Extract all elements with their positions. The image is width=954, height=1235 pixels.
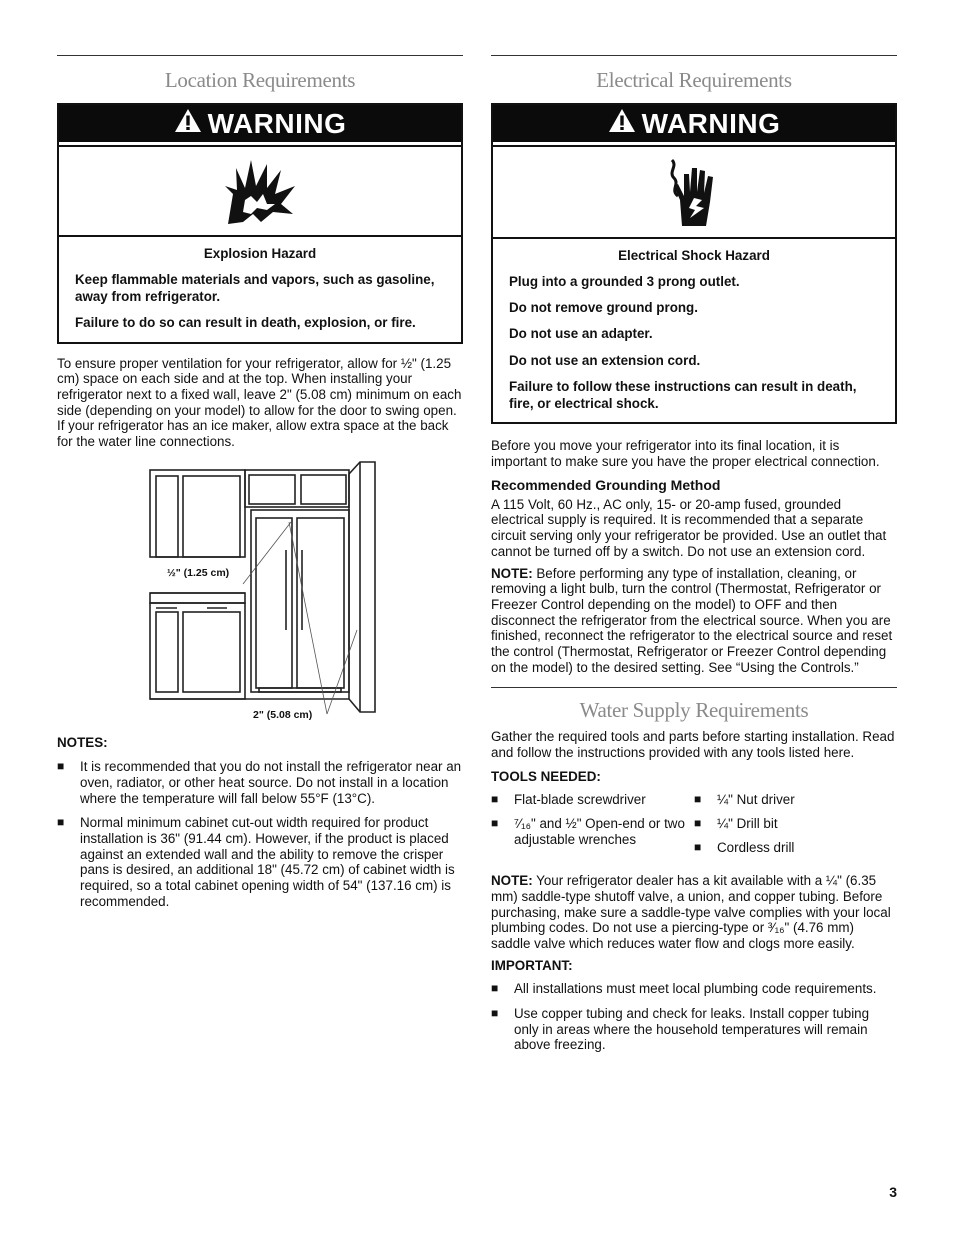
warning-header [59, 105, 461, 142]
tools-column-2 [694, 792, 897, 863]
section-rule [491, 687, 897, 688]
water-intro: Gather the required tools and parts before starting installation. Read and follow the instructions provided with any tools listed here. [491, 729, 895, 760]
water-note: NOTE: Your refrigerator dealer has a kit available with a ¼" (6.35 mm) saddle-type shutoff valve, a union, and copper tubing. Before purchasing, make sure a saddle-type valve complies with your local plumbing codes. Do not use a piercing-type or ³⁄₁₆" (4.76 mm) saddle valve which reduces water flow and clogs more easily. [491, 873, 891, 951]
important-label: IMPORTANT: [491, 957, 573, 973]
tools-list [491, 792, 897, 863]
list-item: ■ Flat-blade screwdriver [491, 792, 646, 808]
warning-header-text: WARNING [641, 108, 781, 139]
square-bullet-icon: ■ [694, 792, 702, 807]
explosion-icon [59, 145, 461, 237]
ventilation-paragraph: To ensure proper ventilation for your refrigerator, allow for ½" (1.25 cm) space on each side and at the top. When installing your refrigerator next to a fixed wall, leave 2" (5.08 cm) minimum on each side (depending on your model) to allow for the door to swing open. If your refrigerator has an ice maker, allow extra space at the back for the water line connections. [57, 355, 462, 449]
hazard-title: Electrical Shock Hazard [618, 248, 770, 263]
warning-line: Do not use an adapter. [509, 326, 653, 342]
tools-column-1 [491, 792, 694, 863]
list-item: ■ ¼" Nut driver [694, 792, 795, 808]
clearance-label-bottom: 2" (5.08 cm) [253, 708, 313, 721]
location-requirements-column [57, 55, 463, 918]
section-rule [491, 55, 897, 56]
warning-triangle-icon [174, 105, 202, 142]
list-item: ■ ⁷⁄₁₆" and ½" Open-end or two adjustable wrenches [491, 815, 685, 847]
page-number: 3 [889, 1184, 897, 1200]
tools-label: TOOLS NEEDED: [491, 768, 601, 784]
electrical-intro: Before you move your refrigerator into its final location, it is important to make sure you have the proper electrical connection. [491, 438, 880, 469]
electrical-requirements-column [491, 55, 897, 1062]
list-item: ■ It is recommended that you do not install the refrigerator near an oven, radiator, or other heat source. Do not install in a location where the temperature will fall below 55°F (13°C). [57, 759, 462, 806]
warning-line: Failure to follow these instructions can result in death, fire, or electrical shock. [509, 378, 857, 411]
list-item: ■ All installations must meet local plumbing code requirements. [491, 981, 877, 997]
square-bullet-icon: ■ [694, 839, 702, 854]
list-item: ■ ¼" Drill bit [694, 815, 778, 831]
electrical-section-title: Electrical Requirements [596, 68, 792, 92]
list-item: ■ Cordless drill [694, 839, 795, 855]
notes-label: NOTES: [57, 734, 108, 750]
warning-header [493, 105, 895, 142]
square-bullet-icon: ■ [57, 759, 65, 774]
warning-line: Plug into a grounded 3 prong outlet. [509, 274, 740, 290]
electrical-note: NOTE: Before performing any type of installation, cleaning, or removing a light bulb, turn the control (Thermostat, Refrigerator or Freezer Control depending on the model) to OFF and then disconnect the refrigerator from the electrical source. When you are finished, reconnect the refrigerator to the electrical source and reset the control (Thermostat, Refrigerator or Freezer Control depending on the model) to the desired setting. See “Using the Controls.” [491, 565, 893, 675]
square-bullet-icon: ■ [491, 815, 499, 830]
clearance-label-top: ½" (1.25 cm) [167, 566, 230, 579]
explosion-warning-box [57, 103, 463, 344]
hazard-title: Explosion Hazard [203, 246, 317, 261]
warning-line: Failure to do so can result in death, explosion, or fire. [75, 315, 416, 331]
warning-line: Do not use an extension cord. [509, 352, 701, 368]
square-bullet-icon: ■ [694, 815, 702, 830]
list-item: ■ Use copper tubing and check for leaks. Install copper tubing only in areas where the household temperatures will remain above freezing. [491, 1005, 870, 1053]
square-bullet-icon: ■ [491, 981, 499, 996]
electrical-shock-hand-icon [493, 145, 895, 239]
square-bullet-icon: ■ [491, 792, 499, 807]
electrical-warning-text [493, 239, 895, 422]
explosion-warning-text [59, 237, 461, 342]
electrical-warning-box [491, 103, 897, 424]
section-rule [57, 55, 463, 56]
notes-list [57, 759, 463, 909]
location-section-title: Location Requirements [164, 68, 356, 92]
grounding-text: A 115 Volt, 60 Hz., AC only, 15- or 20-amp fused, grounded electrical supply is required. It is recommended that a separate circuit serving only your refrigerator be provided. Use an outlet that cannot be turned off by a switch. Do not use an extension cord. [491, 496, 887, 559]
square-bullet-icon: ■ [57, 815, 65, 830]
warning-header-text: WARNING [207, 108, 347, 139]
warning-line: Do not remove ground prong. [509, 300, 698, 316]
grounding-title: Recommended Grounding Method [491, 477, 721, 494]
list-item: ■ Normal minimum cabinet cut-out width required for product installation is 36" (91.44 cm). However, if the product is placed against an extended wall and the ability to remove the crisper pans is desired, an additional 18" (45.72 cm) of cabinet width is required, so a total cabinet opening width of 54" (137.16 cm) is recommended. [57, 815, 455, 909]
warning-triangle-icon [608, 105, 636, 142]
refrigerator-clearance-diagram [57, 460, 463, 725]
water-section-title: Water Supply Requirements [579, 698, 809, 723]
square-bullet-icon: ■ [491, 1005, 499, 1020]
warning-line: Keep flammable materials and vapors, such as gasoline, away from refrigerator. [75, 272, 435, 305]
important-list [491, 981, 897, 1053]
